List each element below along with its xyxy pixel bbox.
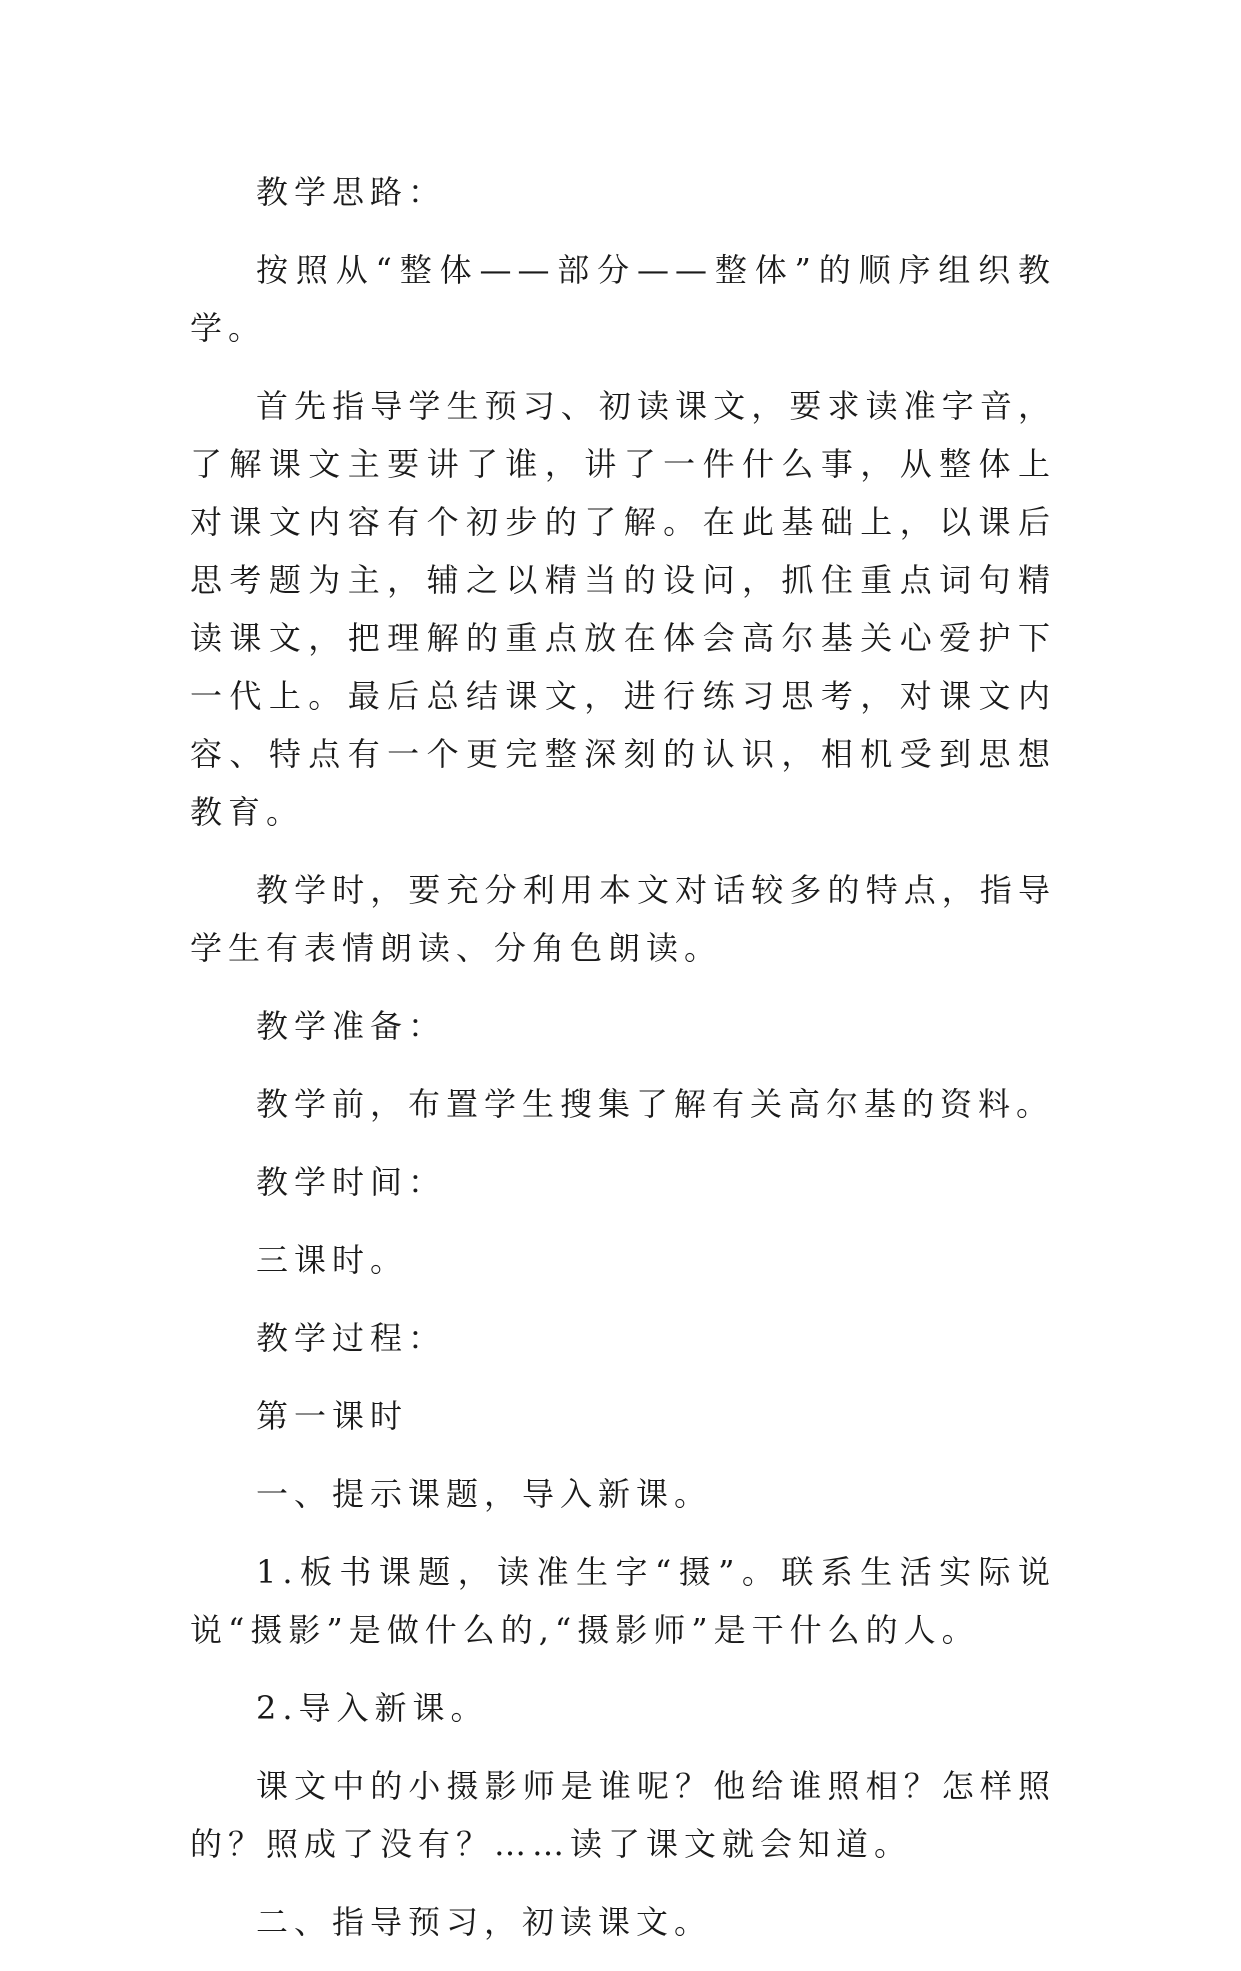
heading-teaching-process: 教学过程： bbox=[256, 1319, 447, 1357]
section-one-title: 一、提示课题，导入新课。 bbox=[256, 1475, 713, 1513]
heading-teaching-approach: 教学思路： bbox=[256, 173, 447, 211]
document-page bbox=[190, 163, 1056, 1971]
heading-teaching-time: 教学时间： bbox=[256, 1163, 447, 1201]
heading-teaching-preparation: 教学准备： bbox=[256, 1007, 447, 1045]
paragraph-questions: 课文中的小摄影师是谁呢？他给谁照相？怎样照的？照成了没有？……读了课文就会知道。 bbox=[190, 1767, 1056, 1863]
paragraph-order: 按照从“整体——部分——整体”的顺序组织教学。 bbox=[190, 251, 1056, 347]
section-two-title: 二、指导预习，初读课文。 bbox=[256, 1903, 713, 1941]
heading-first-lesson: 第一课时 bbox=[256, 1397, 409, 1435]
paragraph-preview-guidance: 首先指导学生预习、初读课文，要求读准字音，了解课文主要讲了谁，讲了一件什么事，从整体上对课文内容有个初步的了解。在此基础上，以课后思考题为主，辅之以精当的设问，抓住重点词句精读课文，把理解的重点放在体会高尔基关心爱护下一代上。最后总结课文，进行练习思考，对课文内容、特点有一个更完整深刻的认识，相机受到思想教育。 bbox=[190, 387, 1056, 831]
paragraph-reading-aloud: 教学时，要充分利用本文对话较多的特点，指导学生有表情朗读、分角色朗读。 bbox=[190, 871, 1056, 967]
list-item-2: 2.导入新课。 bbox=[256, 1689, 489, 1727]
paragraph-time: 三课时。 bbox=[256, 1241, 409, 1279]
list-item-1: 1.板书课题，读准生字“摄”。联系生活实际说说“摄影”是做什么的,“摄影师”是干什么的人。 bbox=[190, 1553, 1056, 1649]
paragraph-preparation: 教学前，布置学生搜集了解有关高尔基的资料。 bbox=[256, 1085, 1055, 1123]
